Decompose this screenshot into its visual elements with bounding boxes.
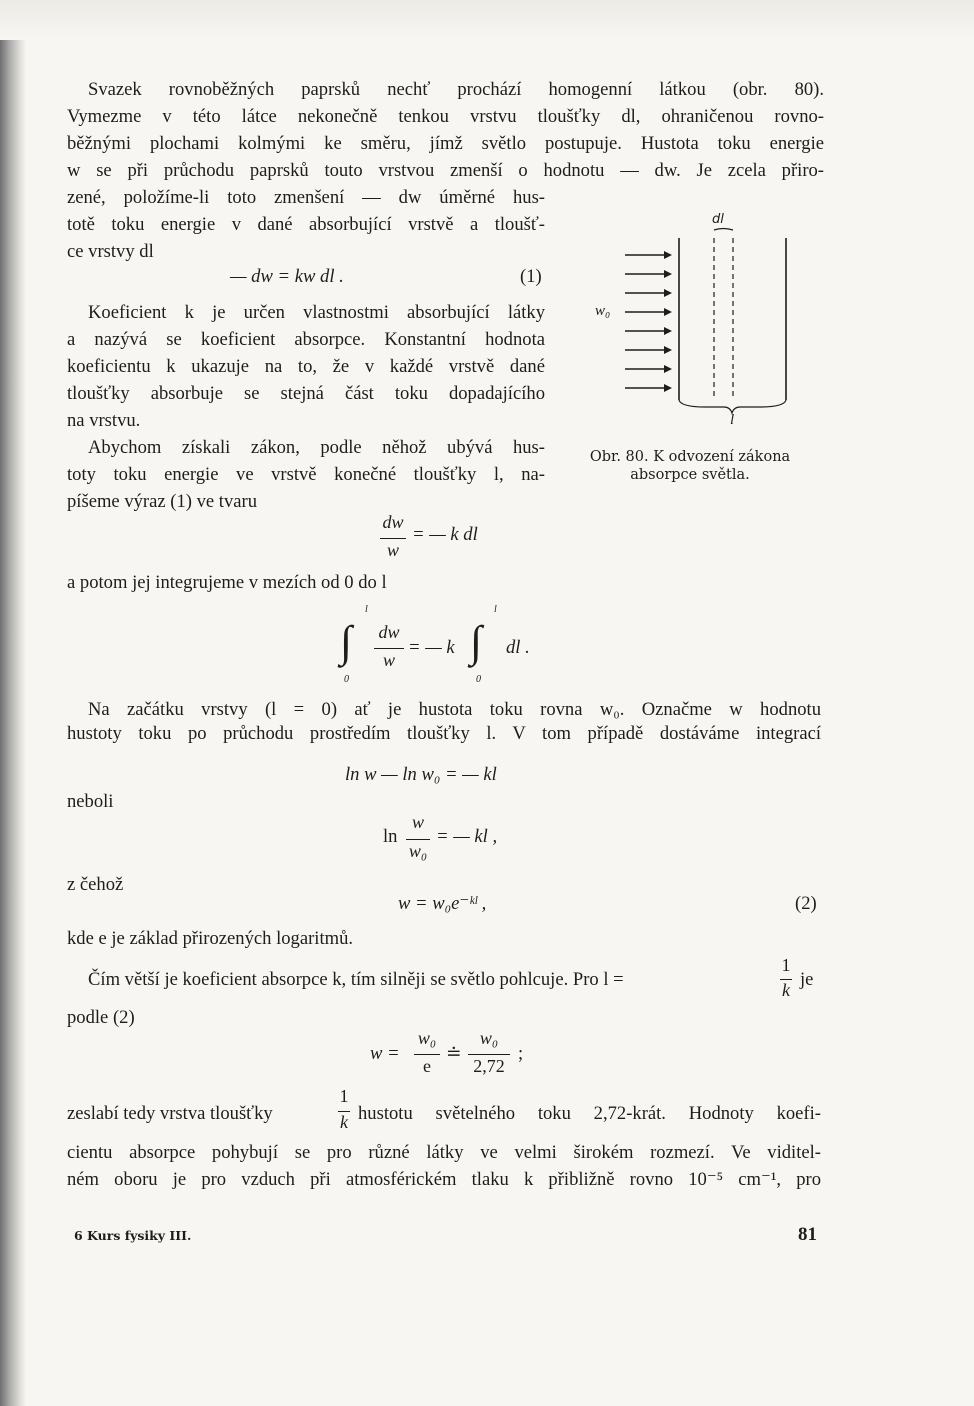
figure-label-l: l: [730, 412, 735, 428]
frac-1-k-denominator: k: [782, 980, 790, 1000]
paragraph-1-line-3: běžnými plochami kolmými ke směru, jímž světlo postupuje. Hustota toku energie: [67, 133, 824, 154]
eq-diff-rhs: = — k dl: [412, 524, 478, 545]
eq-ln: ln w — ln w₀ = — kl: [345, 764, 497, 785]
equation-2: w = w₀e⁻ᵏˡ ,: [398, 893, 487, 914]
integral-2-sign: ∫: [470, 617, 483, 666]
base-text: kde e je základ přirozených logaritmů.: [67, 928, 354, 949]
eq-int-middle: = — k: [408, 637, 455, 658]
paragraph-3-line-3: píšeme výraz (1) ve tvaru: [67, 491, 257, 512]
neboli-text: neboli: [67, 791, 114, 812]
paragraph-1-line-2: Vymezme v této látce nekonečně tenkou vrstvu tloušťky dl, ohraničenou rovno-: [67, 106, 824, 127]
paragraph-4-line-1: Na začátku vrstvy (l = 0) ať je hustota toku rovna w₀. Označme w hodnotu: [88, 699, 821, 720]
paragraph-6-line-3: ném oboru je pro vzduch při atmosférickém tlaku k přibližně rovno 10⁻⁵ cm⁻¹, pro: [67, 1169, 821, 1190]
eq-ln2-rhs: = — kl ,: [436, 826, 498, 847]
frac-1-k-inline-denominator: k: [340, 1112, 348, 1132]
equation-2-number: (2): [795, 893, 817, 914]
integral-1-sign: ∫: [340, 617, 353, 666]
footer-signature: 6 Kurs fysiky III.: [74, 1228, 192, 1243]
paragraph-6-line-1-end: hustotu světelného toku 2,72-krát. Hodnoty koefi-: [358, 1103, 821, 1124]
paragraph-1-line-7: ce vrstvy dl: [67, 241, 154, 262]
figure-caption-line-1: Obr. 80. K odvození zákona: [589, 449, 791, 465]
eq-ln2-numerator: w: [411, 812, 424, 832]
integral-2-upper-limit: l: [494, 604, 497, 615]
z-ceho-text: z čehož: [67, 874, 124, 895]
paragraph-2-line-5: na vrstvu.: [67, 410, 141, 431]
page-number: 81: [798, 1224, 817, 1245]
eq-int-end: dl .: [506, 637, 530, 658]
eq-ratio-num2: w₀: [479, 1028, 499, 1048]
integral-1-upper-limit: l: [365, 604, 368, 615]
page-edge-shadow: [0, 0, 26, 1406]
paragraph-1-line-6: totě toku energie v dané absorbující vrstvě a tloušť-: [67, 214, 545, 235]
paragraph-6-line-1-start: zeslabí tedy vrstva tloušťky: [67, 1103, 273, 1124]
paragraph-6-line-2: cientu absorpce pohybují se pro různé látky ve velmi širokém rozmezí. Ve viditel-: [67, 1142, 821, 1163]
paragraph-2-line-2: a nazývá se koeficient absorpce. Konstantní hodnota: [67, 329, 545, 350]
eq-ln2-denominator: w₀: [408, 841, 428, 861]
eq-ratio-end: ;: [518, 1043, 524, 1064]
integral-2-lower-limit: 0: [476, 674, 481, 685]
integrate-text: a potom jej integrujeme v mezích od 0 do l: [67, 572, 387, 593]
eq-int-numerator: dw: [378, 622, 400, 642]
figure-label-w0: w₀: [595, 303, 611, 319]
paragraph-1-line-4: w se při průchodu paprsků touto vrstvou zmenší o hodnotu — dw. Je zcela přiro-: [67, 160, 824, 181]
paragraph-2-line-3: koeficientu k ukazuje na to, že v každé vrstvě dané: [67, 356, 545, 377]
eq-ratio-num1: w₀: [417, 1028, 437, 1048]
eq-ratio-lhs: w =: [370, 1043, 400, 1064]
eq-diff-denominator: w: [386, 540, 399, 560]
eq-int-denominator: w: [382, 650, 395, 670]
equation-1: — dw = kw dl .: [230, 266, 344, 287]
paragraph-1-line-5: zené, položíme-li toto zmenšení — dw úměrné hus-: [67, 187, 545, 208]
paragraph-2-line-4: tloušťky absorbuje se stejná část toku dopadajícího: [67, 383, 545, 404]
paragraph-3-line-2: toty toku energie ve vrstvě konečné tloušťky l, na-: [67, 464, 545, 485]
frac-1-k-inline-numerator: 1: [339, 1086, 349, 1106]
eq-ratio-den2: 2,72: [473, 1056, 505, 1076]
page-top-shade: [0, 0, 974, 40]
figure-caption-line-2: absorpce světla.: [630, 467, 750, 483]
paragraph-1-line-1: Svazek rovnoběžných paprsků nechť prochází homogenní látkou (obr. 80).: [88, 79, 824, 100]
paragraph-5-line-1: Čím větší je koeficient absorpce k, tím silněji se světlo pohlcuje. Pro l =: [88, 969, 624, 990]
eq-diff-numerator: dw: [382, 512, 404, 532]
figure-label-dl: dl: [712, 212, 724, 227]
paragraph-5-line-2: podle (2): [67, 1007, 135, 1028]
paragraph-3-line-1: Abychom získali zákon, podle něhož ubývá hus-: [88, 437, 545, 458]
eq-ln2-prefix: ln: [383, 826, 398, 847]
figure-80: [560, 200, 820, 500]
integral-1-lower-limit: 0: [344, 674, 349, 685]
paragraph-4-line-2: hustoty toku po průchodu prostředím tloušťky l. V tom případě dostáváme integrací: [67, 723, 821, 744]
paragraph-5-line-1-end: je: [800, 969, 814, 990]
frac-1-k-numerator: 1: [781, 955, 791, 975]
paragraph-2-line-1: Koeficient k je určen vlastnostmi absorbující látky: [88, 302, 545, 323]
eq-ratio-den1: e: [423, 1056, 431, 1076]
equation-1-number: (1): [520, 266, 542, 287]
eq-ratio-approx: ≐: [446, 1043, 462, 1064]
